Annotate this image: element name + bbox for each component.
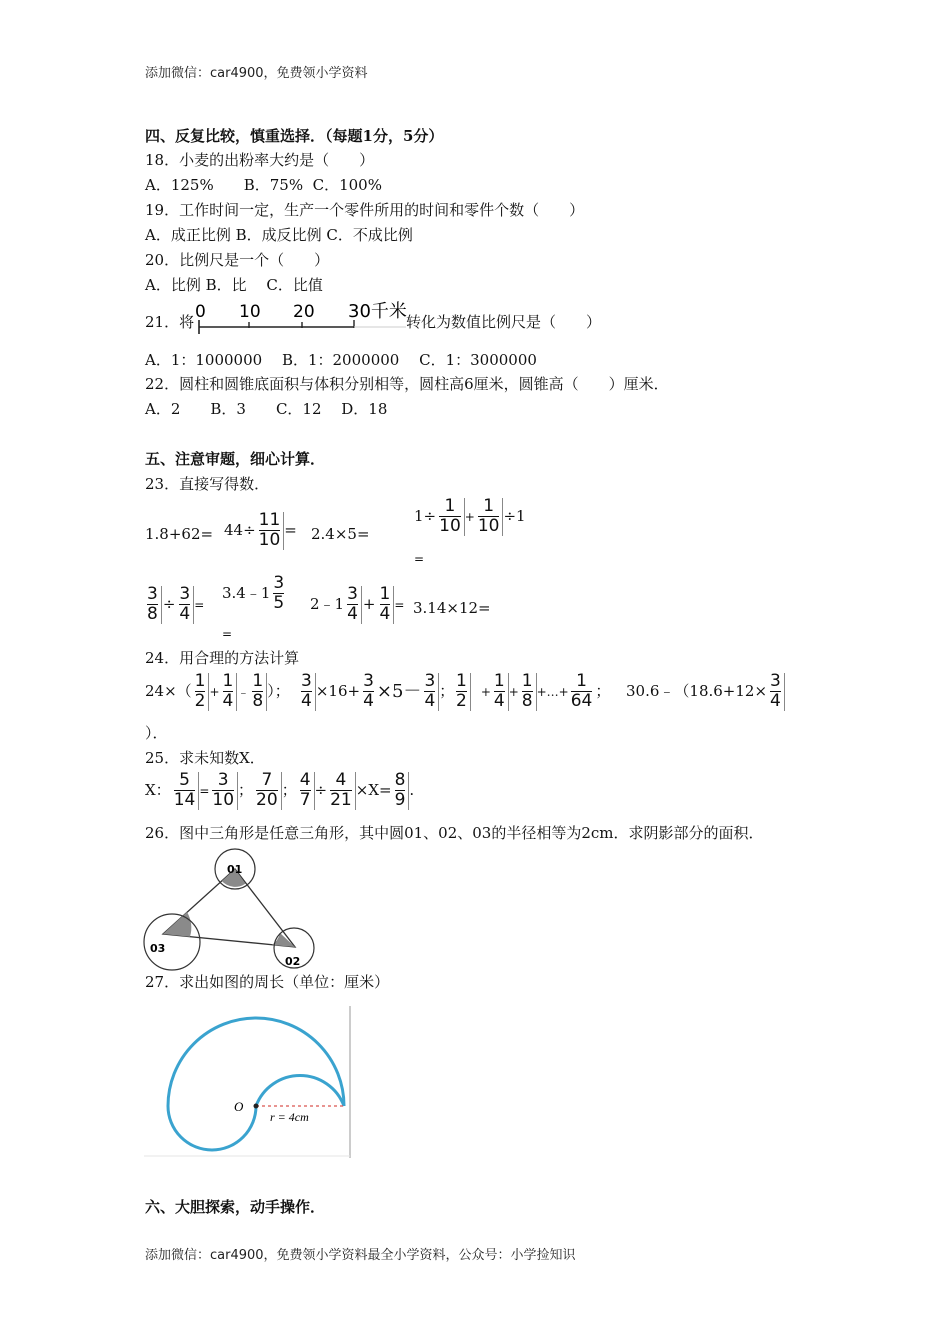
scale-label-10: 10 <box>239 302 261 322</box>
question-20-options: A．比例 B．比 C．比值 <box>145 276 323 294</box>
calc-3-4-minus-mixed: 3.4﹣1 $\frac{3}{5}$ <box>222 573 285 613</box>
page-footer: 添加微信：car4900，免费领小学资料最全小学资料，公众号：小学捡知识 <box>145 1248 576 1263</box>
expr-30-6-minus: 30.6﹣（18.6+12× $\frac{3}{4}$ <box>626 673 785 711</box>
equals-sign: = <box>222 627 233 641</box>
expr-three-quarters: $\frac{3}{4}$ ×16+ $\frac{3}{4}$ ×5－ $\frac{3}{4}$ ； <box>298 673 454 711</box>
section-5-title: 五、注意审题，细心计算． <box>145 450 326 468</box>
calc-44-div: 44÷ $\frac{11}{10}$ = <box>224 510 297 550</box>
label-03: 03 <box>150 942 166 955</box>
question-27: 27．求出如图的周长（单位：厘米） <box>145 973 390 991</box>
question-19: 19．工作时间一定，生产一个零件所用的时间和零件个数（ ） <box>145 201 585 219</box>
semicircle-perimeter-figure <box>144 1006 354 1158</box>
scale-label-0: 0 <box>195 302 206 322</box>
scale-label-20: 20 <box>293 302 315 322</box>
question-21-options: A．1：1000000 B．1：2000000 C．1：3000000 <box>145 351 537 369</box>
calc-3-14-times-12: 3.14×12= <box>413 599 491 617</box>
calc-2-minus-mixed-plus: 2﹣1 $\frac{3}{4}$ + $\frac{1}{4}$ = <box>310 584 405 624</box>
calc-2-4-times-5: 2.4×5= <box>311 525 370 543</box>
label-o: O <box>234 1099 244 1114</box>
question-26: 26．图中三角形是任意三角形，其中圆01、02、03的半径相等为2cm．求阴影部分的面积． <box>145 824 764 842</box>
label-02: 02 <box>285 955 301 968</box>
calc-1-div-fractions: 1÷ $\frac{1}{10}$ + $\frac{1}{10}$ ÷1 <box>414 496 526 536</box>
expr-24-times: 24×（ $\frac{1}{2}$ + $\frac{1}{4}$ ﹣ $\frac{1}{8}$ ）； <box>145 671 290 711</box>
section-6-title: 六、大胆探索，动手操作． <box>145 1198 326 1216</box>
expr-series-sum: $\frac{1}{2}$ + $\frac{1}{4}$ + $\frac{1}{8}$ +…+ $\frac{1}{64}$ ； <box>453 673 610 711</box>
question-23: 23．直接写得数． <box>145 475 270 493</box>
section-4-title: 四、反复比较，慎重选择．（每题1分，5分） <box>145 127 444 145</box>
expr-closing: ）． <box>145 724 168 742</box>
question-21-prefix: 21．将 <box>145 313 195 331</box>
question-22-options: A．2 B．3 C．12 D．18 <box>145 400 388 418</box>
page-header: 添加微信：car4900，免费领小学资料 <box>145 66 368 81</box>
question-18: 18．小麦的出粉率大约是（ ） <box>145 151 375 169</box>
triangle-circles-figure <box>144 848 316 970</box>
question-20: 20．比例尺是一个（ ） <box>145 251 330 269</box>
question-19-options: A．成正比例 B．成反比例 C．不成比例 <box>145 226 413 244</box>
calc-3-8-div-3-4: $\frac{3}{8}$ ÷ $\frac{3}{4}$ = <box>144 586 204 624</box>
scale-label-30km: 30千米 <box>348 301 407 322</box>
question-24: 24．用合理的方法计算 <box>145 649 300 667</box>
question-18-options: A．125% B．75% C．100% <box>145 176 382 194</box>
equation-solve-x: X： $\frac{5}{14}$ = $\frac{3}{10}$ ； $\frac{7}{20}$ ； $\frac{4}{7}$ ÷ $\frac{4}{21}$ ×X= $\frac{8}{9}$ . <box>145 770 415 810</box>
question-25: 25．求未知数X． <box>145 749 265 767</box>
question-21-suffix: 转化为数值比例尺是（ ） <box>406 313 602 331</box>
calc-1-8-plus-62: 1.8+62= <box>145 525 214 543</box>
equals-sign: = <box>414 552 425 566</box>
label-01: 01 <box>227 863 243 876</box>
question-22: 22．圆柱和圆锥底面积与体积分别相等，圆柱高6厘米，圆锥高（ ）厘米． <box>145 375 669 393</box>
scale-bar-figure <box>194 300 406 336</box>
label-radius: r = 4cm <box>270 1110 309 1124</box>
fraction: $\frac{11}{10}$ <box>256 512 285 550</box>
